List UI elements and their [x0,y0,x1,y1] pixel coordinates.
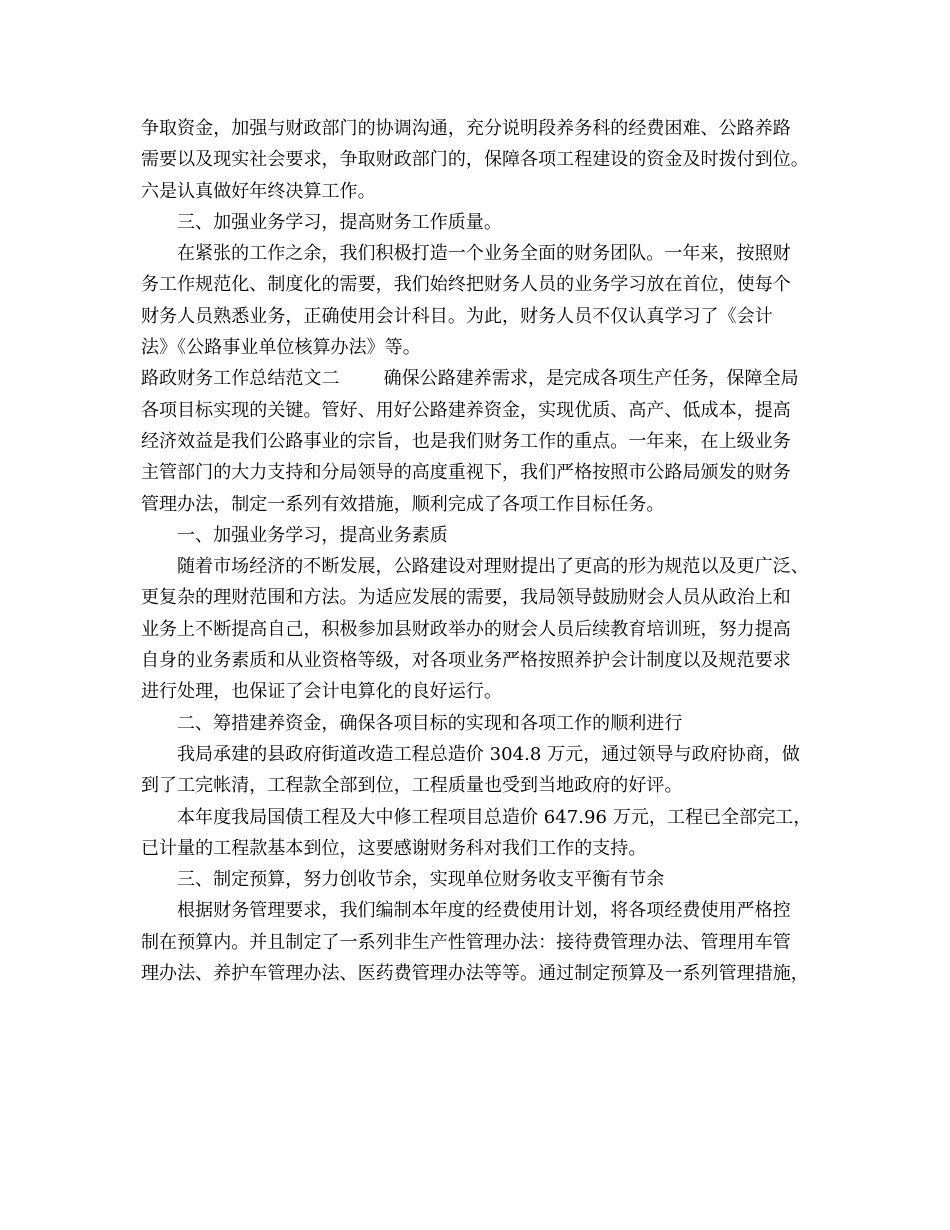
paragraph-line-3: 六是认真做好年终决算工作。 [141,180,376,202]
section-heading-3b: 三、制定预算，努力创收节余，实现单位财务收支平衡有节余 [177,869,665,891]
paragraph-line-17: 业务上不断提高自己，积极参加县财政举办的财会人员后续教育培训班，努力提高 [141,618,791,640]
paragraph-line-8: 法》《公路事业单位核算办法》等。 [141,337,421,359]
paragraph-line-26: 根据财务管理要求，我们编制本年度的经费使用计划，将各项经费使用严格控 [177,900,791,922]
paragraph-line-6: 务工作规范化、制度化的需要，我们始终把财务人员的业务学习放在首位，使每个 [141,274,791,296]
paragraph-line-12: 主管部门的大力支持和分局领导的高度重视下，我们严格按照市公路局颁发的财务 [141,462,791,484]
paragraph-line-23: 本年度我局国债工程及大中修工程项目总造价 647.96 万元，工程已全部完工， [177,806,812,828]
article-title: 路政财务工作总结范文二 [141,368,340,390]
paragraph-line-22: 到了工完帐清，工程款全部到位，工程质量也受到当地政府的好评。 [141,775,683,797]
section-heading-3: 三、加强业务学习，提高财务工作质量。 [177,211,502,233]
paragraph-line-10: 各项目标实现的关键。管好、用好公路建养资金，实现优质、高产、低成本，提高 [141,399,791,421]
article-title-line [141,363,811,394]
paragraph-line-11: 经济效益是我们公路事业的宗旨，也是我们财务工作的重点。一年来，在上级业务 [141,430,791,452]
paragraph-line-2: 需要以及现实社会要求，争取财政部门的，保障各项工程建设的资金及时拨付到位。 [141,149,809,171]
paragraph-line-18: 自身的业务素质和从业资格等级，对各项业务严格按照养护会计制度以及规范要求 [141,650,791,672]
paragraph-line-16: 更复杂的理财范围和方法。为适应发展的需要，我局领导鼓励财会人员从政治上和 [141,587,791,609]
paragraph-line-27: 制在预算内。并且制定了一系列非生产性管理办法：接待费管理办法、管理用车管 [141,931,791,953]
paragraph-line-7: 财务人员熟悉业务，正确使用会计科目。为此，财务人员不仅认真学习了《会计 [141,305,773,327]
paragraph-line-1: 争取资金，加强与财政部门的协调沟通，充分说明段养务科的经费困难、公路养路 [141,118,791,139]
paragraph-line-19: 进行处理，也保证了会计电算化的良好运行。 [141,681,502,703]
paragraph-line-5: 在紧张的工作之余，我们积极打造一个业务全面的财务团队。一年来，按照财 [177,243,791,265]
section-heading-2: 二、筹措建养资金，确保各项目标的实现和各项工作的顺利进行 [177,712,683,734]
paragraph-line-28: 理办法、养护车管理办法、医药费管理办法等等。通过制定预算及一系列管理措施， [141,963,809,985]
document-body [141,113,811,989]
paragraph-line-13: 管理办法，制定一系列有效措施，顺利完成了各项工作目标任务。 [141,493,665,515]
paragraph-line-15: 随着市场经济的不断发展，公路建设对理财提出了更高的形为规范以及更广泛、 [177,556,809,578]
paragraph-line-9: 确保公路建养需求，是完成各项生产任务，保障全局 [383,368,799,390]
paragraph-line-24: 已计量的工程款基本到位，这要感谢财务科对我们工作的支持。 [141,837,647,859]
paragraph-line-21: 我局承建的县政府街道改造工程总造价 304.8 万元，通过领导与政府协商，做 [177,743,800,765]
section-heading-1: 一、加强业务学习，提高业务素质 [177,524,448,546]
